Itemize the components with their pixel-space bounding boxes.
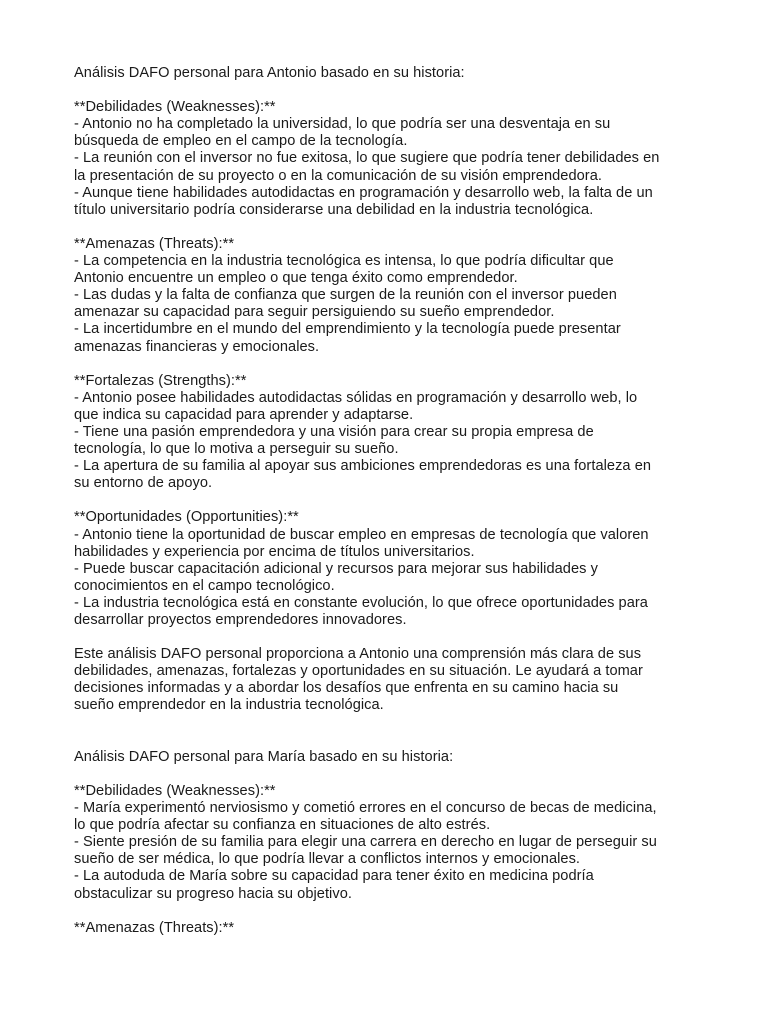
- antonio-threat-line: amenazas financieras y emocionales.: [74, 338, 320, 355]
- antonio-strength-line: - Tiene una pasión emprendedora y una visión para crear su propia empresa de: [74, 423, 594, 440]
- antonio-opportunity-line: desarrollar proyectos emprendedores innovadores.: [74, 612, 407, 628]
- maria-weakness-line: obstaculizar su progreso hacia su objetivo.: [74, 885, 352, 902]
- antonio-threats-heading: **Amenazas (Threats):**: [74, 235, 235, 252]
- antonio-threat-line: amenazar su capacidad para seguir persiguiendo su sueño emprendedor.: [74, 304, 555, 321]
- antonio-opportunity-line: - La industria tecnológica está en constante evolución, lo que ofrece oportunidades para: [74, 594, 648, 611]
- antonio-opportunity-line: - Puede buscar capacitación adicional y recursos para mejorar sus habilidades y: [74, 560, 598, 577]
- antonio-opportunity-line: - Antonio tiene la oportunidad de buscar empleo en empresas de tecnología que valoren: [74, 526, 649, 543]
- antonio-weaknesses-heading: **Debilidades (Weaknesses):**: [74, 99, 276, 116]
- antonio-opportunities-heading: **Oportunidades (Opportunities):**: [74, 509, 299, 526]
- antonio-weakness-line: la presentación de su proyecto o en la comunicación de su visión emprendedora.: [74, 167, 602, 184]
- antonio-strength-line: - La apertura de su familia al apoyar sus ambiciones emprendedoras es una fortaleza en: [74, 458, 652, 475]
- maria-weakness-line: - Siente presión de su familia para elegir una carrera en derecho en lugar de perseguir su: [74, 834, 657, 851]
- antonio-summary-line: Este análisis DAFO personal proporciona a Antonio una comprensión más clara de sus: [74, 646, 642, 663]
- maria-threats-heading: **Amenazas (Threats):**: [74, 919, 235, 936]
- antonio-strengths-heading: **Fortalezas (Strengths):**: [74, 372, 247, 389]
- antonio-summary-line: debilidades, amenazas, fortalezas y oportunidades en su situación. Le ayudará a tomar: [74, 663, 643, 680]
- antonio-threat-line: - La incertidumbre en el mundo del emprendimiento y la tecnología puede presentar: [74, 321, 621, 338]
- maria-weakness-line: - María experimentó nerviosismo y cometió errores en el concurso de becas de medicina,: [74, 800, 657, 817]
- antonio-weakness-line: título universitario podría considerarse una debilidad en la industria tecnológica.: [74, 201, 594, 218]
- antonio-threat-line: Antonio encuentre un empleo o que tenga éxito como emprendedor.: [74, 270, 518, 287]
- document-page: [74, 65, 704, 937]
- antonio-opportunity-line: habilidades y experiencia por encima de títulos universitarios.: [74, 543, 475, 560]
- maria-weakness-line: lo que podría afectar su confianza en situaciones de alto estrés.: [74, 817, 491, 834]
- antonio-strength-line: - Antonio posee habilidades autodidactas sólidas en programación y desarrollo web, lo: [74, 389, 638, 406]
- antonio-weakness-line: búsqueda de empleo en el campo de la tecnología.: [74, 133, 408, 150]
- antonio-strength-line: su entorno de apoyo.: [74, 475, 213, 492]
- antonio-weakness-line: - La reunión con el inversor no fue exitosa, lo que sugiere que podría tener debilidades en: [74, 150, 660, 167]
- antonio-summary-line: sueño emprendedor en la industria tecnológica.: [74, 697, 384, 714]
- antonio-threat-line: - Las dudas y la falta de confianza que surgen de la reunión con el inversor pueden: [74, 287, 617, 304]
- maria-weakness-line: - La autoduda de María sobre su capacidad para tener éxito en medicina podría: [74, 868, 594, 885]
- antonio-strength-line: que indica su capacidad para aprender y adaptarse.: [74, 406, 414, 423]
- antonio-strength-line: tecnología, lo que lo motiva a perseguir su sueño.: [74, 441, 399, 458]
- maria-weakness-line: sueño de ser médica, lo que podría llevar a conflictos internos y emocionales.: [74, 851, 581, 868]
- antonio-opportunity-line: conocimientos en el campo tecnológico.: [74, 577, 335, 594]
- antonio-threat-line: - La competencia en la industria tecnológica es intensa, lo que podría dificultar que: [74, 253, 614, 270]
- antonio-summary-line: decisiones informadas y a abordar los desafíos que enfrenta en su camino hacia su: [74, 680, 619, 697]
- antonio-weakness-line: - Antonio no ha completado la universidad, lo que podría ser una desventaja en su: [74, 116, 611, 133]
- maria-weaknesses-heading: **Debilidades (Weaknesses):**: [74, 782, 276, 799]
- antonio-weakness-line: - Aunque tiene habilidades autodidactas en programación y desarrollo web, la falta de un: [74, 184, 653, 201]
- antonio-analysis-title: Análisis DAFO personal para Antonio basado en su historia:: [74, 65, 465, 81]
- maria-analysis-title: Análisis DAFO personal para María basado en su historia:: [74, 748, 454, 765]
